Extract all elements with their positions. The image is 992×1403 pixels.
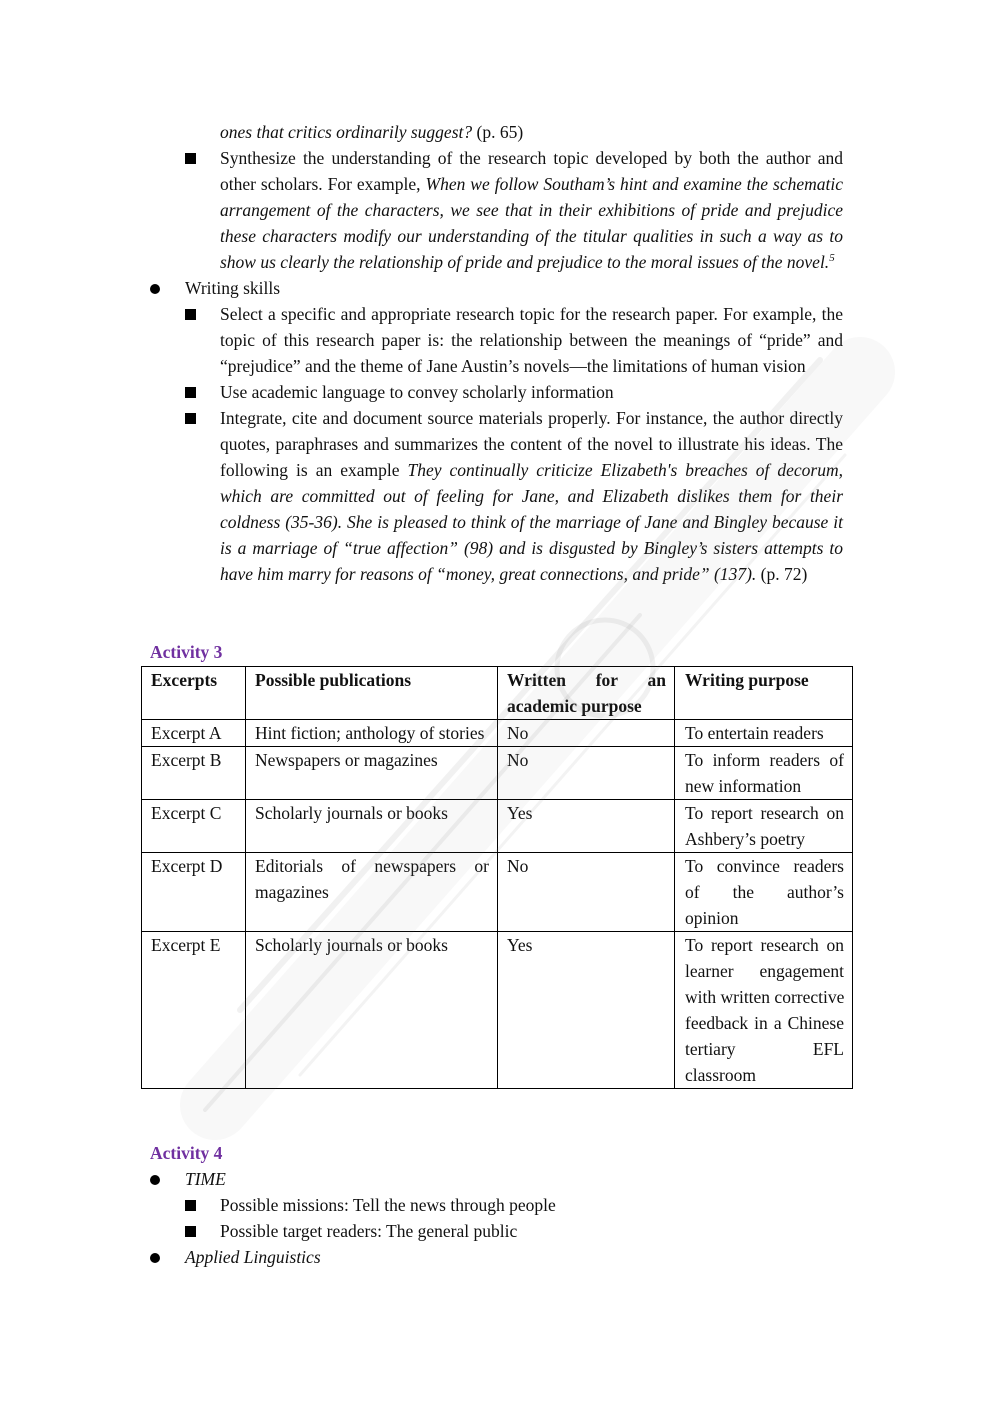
cell-text: Scholarly journals or books <box>255 803 448 823</box>
list-item-missions <box>0 1192 992 1218</box>
activity-3-table <box>141 666 853 1089</box>
cell-academic <box>498 800 675 853</box>
list-item-writing-skills <box>0 275 992 301</box>
header-possible-publications <box>246 667 498 720</box>
cell-text: feedback in a Chinese <box>685 1013 844 1033</box>
text-line <box>220 145 843 171</box>
cell-text: Excerpt A <box>151 723 222 743</box>
cell-publications <box>246 853 498 932</box>
quote-segment: is a marriage of “true affection” (98) and is disgusted by Bingley’s sisters attempts to <box>220 538 843 558</box>
cell-text: tertiary EFL <box>685 1039 844 1059</box>
text-line: Possible missions: Tell the news through people <box>220 1195 556 1215</box>
activity-3-heading: Activity 3 <box>150 642 223 662</box>
text-line <box>220 405 843 431</box>
header-academic-purpose <box>498 667 675 720</box>
continuation-page-ref: (p. 65) <box>472 122 524 142</box>
list-item-academic-language <box>0 379 992 405</box>
cell-excerpt <box>142 747 246 800</box>
cell-excerpt <box>142 853 246 932</box>
page-ref-segment: (p. 72) <box>756 564 808 584</box>
text-line: “prejudice” and the theme of Jane Austin’s novels—the limitations of human vision <box>220 356 806 376</box>
text-segment: quotes, paraphrases and summarizes the content of the novel to illustrate his ideas. The <box>220 434 843 454</box>
cell-text: magazines <box>255 882 329 902</box>
square-bullet-icon <box>185 413 196 424</box>
cell-publications <box>246 932 498 1089</box>
cell-text: Excerpt B <box>151 750 222 770</box>
table-row <box>142 853 853 932</box>
cell-text: Yes <box>507 935 533 955</box>
cell-text: learner engagement <box>685 961 844 981</box>
list-item-target-readers <box>0 1218 992 1244</box>
cell-academic <box>498 747 675 800</box>
text-segment: other scholars. For example, <box>220 174 426 194</box>
quote-segment: have him marry for reasons of “money, great connections, and pride” (137). <box>220 564 757 584</box>
text-segment: Synthesize the understanding of the research topic developed by both the author and <box>220 148 843 168</box>
header-text: Excerpts <box>151 670 218 690</box>
cell-text: classroom <box>685 1065 756 1085</box>
square-bullet-icon <box>185 153 196 164</box>
cell-text: opinion <box>685 908 739 928</box>
square-bullet-icon <box>185 309 196 320</box>
list-item-time <box>0 1166 992 1192</box>
continuation-quote: ones that critics ordinarily suggest? <box>220 122 473 142</box>
cell-text: To convince readers <box>685 856 844 876</box>
writing-skills-label: Writing skills <box>185 278 281 298</box>
activity-4-heading: Activity 4 <box>150 1143 223 1163</box>
text-line <box>220 171 843 197</box>
header-text: Writing purpose <box>685 670 809 690</box>
table-row <box>142 800 853 853</box>
quote-segment: coldness (35-36). She is pleased to think of the marriage of Jane and Bingley because it <box>220 512 843 532</box>
cell-text: To entertain readers <box>685 723 824 743</box>
quote-segment: arrangement of the characters, we see that in their exhibitions of pride and prejudice <box>220 200 843 220</box>
round-bullet-icon <box>150 284 160 294</box>
cell-purpose <box>675 932 853 1089</box>
text-line <box>220 561 843 587</box>
publication-title: TIME <box>185 1169 226 1189</box>
cell-text: Scholarly journals or books <box>255 935 448 955</box>
cell-text: No <box>507 856 529 876</box>
cell-text: Newspapers or magazines <box>255 750 438 770</box>
round-bullet-icon <box>150 1253 160 1263</box>
text-line: Use academic language to convey scholarly information <box>220 382 614 402</box>
text-line <box>220 457 843 483</box>
text-line <box>220 431 843 457</box>
quote-segment: When we follow Southam’s hint and examine the schematic <box>425 174 844 194</box>
continuation-line <box>220 119 843 145</box>
publication-title: Applied Linguistics <box>185 1247 321 1267</box>
text-line <box>220 197 843 223</box>
text-line: Select a specific and appropriate research topic for the research paper. For example, the <box>220 304 843 324</box>
text-line: topic of this research paper is: the relationship between the meanings of “pride” and <box>220 330 843 350</box>
text-line <box>220 509 843 535</box>
cell-excerpt <box>142 800 246 853</box>
table-row <box>142 747 853 800</box>
cell-text: Editorials of newspapers or <box>255 856 489 876</box>
cell-text: To inform readers of <box>685 750 844 770</box>
quote-segment: these characters modify our understanding of the titular qualities in such a way as to <box>220 226 843 246</box>
cell-text: No <box>507 750 529 770</box>
cell-text: Excerpt C <box>151 803 222 823</box>
text-line <box>220 223 843 249</box>
cell-text: Ashbery’s poetry <box>685 829 806 849</box>
cell-text: Excerpt E <box>151 935 221 955</box>
header-text: Possible publications <box>255 670 412 690</box>
quote-segment: They continually criticize Elizabeth's breaches of decorum, <box>407 460 843 480</box>
cell-excerpt <box>142 720 246 747</box>
cell-academic <box>498 720 675 747</box>
square-bullet-icon <box>185 387 196 398</box>
cell-text: of the author’s <box>685 882 844 902</box>
cell-purpose <box>675 720 853 747</box>
cell-text: Hint fiction; anthology of stories <box>255 723 485 743</box>
cell-purpose <box>675 747 853 800</box>
cell-text: To report research on <box>685 935 844 955</box>
cell-purpose <box>675 853 853 932</box>
quote-segment: show us clearly the relationship of pride and prejudice to the moral issues of the novel. <box>220 252 830 272</box>
text-line <box>220 249 843 275</box>
list-item-integrate <box>0 405 992 587</box>
cell-text: Excerpt D <box>151 856 223 876</box>
cell-academic <box>498 853 675 932</box>
cell-text: new information <box>685 776 802 796</box>
list-item-select-topic <box>0 301 992 379</box>
cell-purpose <box>675 800 853 853</box>
table-row <box>142 720 853 747</box>
footnote-marker: 5 <box>829 252 835 264</box>
header-excerpts <box>142 667 246 720</box>
text-line: Possible target readers: The general public <box>220 1221 518 1241</box>
text-line <box>220 535 843 561</box>
table-row <box>142 932 853 1089</box>
header-text: academic purpose <box>507 696 642 716</box>
cell-text: Yes <box>507 803 533 823</box>
table-header-row <box>142 667 853 720</box>
cell-text: No <box>507 723 529 743</box>
header-text: Written for an <box>507 670 666 690</box>
cell-text: To report research on <box>685 803 844 823</box>
cell-excerpt <box>142 932 246 1089</box>
header-writing-purpose <box>675 667 853 720</box>
cell-publications <box>246 747 498 800</box>
cell-publications <box>246 720 498 747</box>
activity-4-list <box>0 1166 992 1270</box>
cell-text: with written corrective <box>685 987 845 1007</box>
cell-academic <box>498 932 675 1089</box>
quote-segment: which are committed out of feeling for Jane, and Elizabeth dislikes them for their <box>220 486 843 506</box>
list-item-applied-linguistics <box>0 1244 992 1270</box>
body-text <box>0 119 992 587</box>
list-item-synthesize <box>0 145 992 275</box>
text-segment: Integrate, cite and document source materials properly. For instance, the author directly <box>220 408 843 428</box>
round-bullet-icon <box>150 1175 160 1185</box>
cell-publications <box>246 800 498 853</box>
square-bullet-icon <box>185 1200 196 1211</box>
text-line <box>220 483 843 509</box>
text-segment: following is an example <box>220 460 408 480</box>
square-bullet-icon <box>185 1226 196 1237</box>
